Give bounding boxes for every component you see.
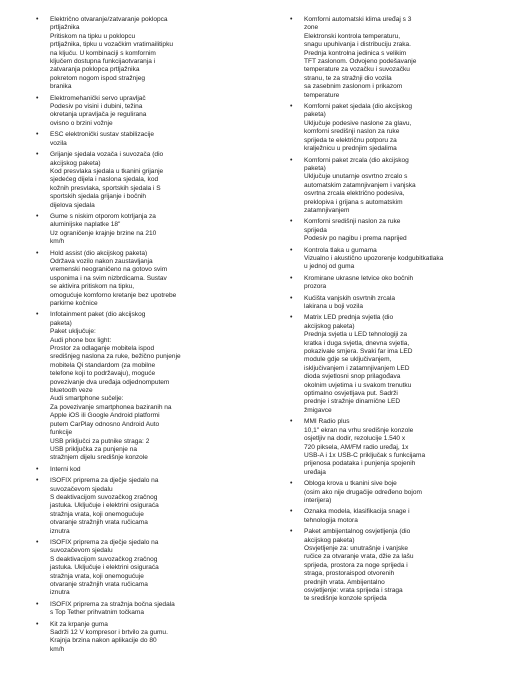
item-description-line: iznutra [50,527,70,535]
item-description-line: otvaranje stražnjih vrata ručicama [50,581,148,588]
bullet-icon: • [36,151,39,159]
item-description-line: kratka i duga svjetla, dnevna svjetla, [304,339,410,347]
item-title: Komforni automatski klima uređaj s 3 [304,16,412,23]
bullet-icon: • [290,294,293,302]
item-title: Kućišta vanjskih osvrtnih zrcala [304,294,395,302]
item-title: Infotainment paket (dio akcijskog [50,311,146,319]
item-title: Matrix LED prednja svjetla (dio [304,314,394,322]
item-description-line: tehnologija motora [304,516,358,524]
item-description-line: Audi smartphone sučelje: [50,395,124,403]
item-description-line: vremenski neograničeno na gotovo svim [50,266,168,274]
bullet-icon: • [290,480,293,488]
item-description-line: žmigavce [304,406,332,414]
item-description-line: prtljažnika, tipku u vozačkim vratimailitipku [50,41,173,49]
bullet-icon: • [290,508,293,516]
bullet-icon: • [36,249,39,257]
item-description-line: sprijeda te električnu potporu za [304,136,397,144]
list-item [290,103,490,153]
item-description-line: Elektronski kontrola temperaturu, [304,32,401,40]
list-item [36,95,236,129]
item-title: Interni kod [50,465,81,473]
item-description-line: zatamnjivanjem [304,206,350,214]
item-description-line: stranu, te za stražnji dio vozila [304,74,392,82]
item-description-line: funkcije [50,429,73,437]
list-item [290,157,490,216]
item-description-line: komforni središnji naslon za ruke [304,128,400,136]
item-title: Komforni paket zrcala (dio akcijskog [304,156,409,164]
item-description-line: snagu upuhivanja i distribuciju zraka. [304,41,411,49]
item-description-line: osvrtna zrcala električno podesiva, [304,190,405,198]
item-description-line: akcijskog paketa) [304,322,355,330]
bullet-icon: • [290,156,293,164]
item-description-line: temperature [304,91,340,99]
item-description-line: 720 piksela, AM/FM radio uređaj, 1x [304,443,409,451]
item-description-line: putem CarPlay odnosno Android Auto [50,420,160,428]
item-description-line: USB priključci za putnike straga: 2 [50,437,150,445]
item-description-line: bluetooth veze [50,387,93,395]
item-title: ISOFIX priprema za dječje sjedalo na [50,477,159,485]
item-description-line: Podesiv po visini i dubini, težina [50,103,143,111]
item-description-line: S deaktivacijom suvozačkog zračnog [50,493,158,501]
bullet-icon: • [36,465,39,473]
item-title: Komforni paket sjedala (dio akcijskog [304,103,413,111]
equipment-list-left [36,16,236,654]
item-description-line: S deaktivacijom suvozačkog zračnog [50,555,158,563]
item-title: MMI Radio plus [304,418,350,426]
item-description-line: u jednoj od guma [304,263,355,271]
item-description-line: sprijeda [304,226,327,234]
list-item [36,601,236,618]
item-description-line: interijera) [304,496,332,504]
item-description-line: Održava vozilo nakon zaustavljanja [50,257,153,265]
item-description-line: stražnjem dijelu središnje konzole [50,454,148,462]
item-description-line: prtljažnika [50,24,80,32]
item-description-line: kralježnicu u prednjim sjedalima [304,145,397,153]
item-description-line: 10,1" ekran na vrhu središnje konzole [304,426,414,434]
item-description-line: ključem dostupna funkcijaotvaranja i [50,58,156,66]
bullet-icon: • [290,274,293,282]
item-description-line: uređaja [304,468,326,476]
item-title: Grijanje sjedala vozača i suvozača (dio [50,151,164,159]
item-description-line: se aktivira pritiskom na tipku, [50,283,135,291]
item-title: ISOFIX priprema za dječje sjedalo na [50,538,159,546]
item-description-line: Prostor za odlaganje mobitela ispod [50,345,155,353]
item-title: Gume s niskim otporom kotrljanja za [50,212,156,220]
item-description-line: ručice za otvaranje vrata, džie za lašu [304,553,414,561]
bullet-icon: • [36,477,39,485]
item-description-line: sprijeda, prostora za noge sprijeda i [304,561,408,569]
bullet-icon: • [36,16,39,23]
item-description-line: TFT zaslonom. Odvojeno podešavanje [304,58,417,66]
item-description-line: Uključuje unutarnje osvrtno zrcalo s [304,173,408,181]
equipment-list-right [290,16,490,604]
item-description-line: isključivanjem i zatamnjivanjem LED [304,364,410,372]
item-description-line: zatvaranja poklopca prtljažnika [50,66,140,74]
list-item [36,213,236,247]
item-title: Elektromehanički servo upravljač [50,94,146,102]
list-item [290,480,490,505]
item-description-line: Audi phone box light: [50,336,112,344]
item-description-line: (osim ako nije drugačije određeno bojom [304,488,422,496]
item-description-line: stražnja vrata, koji onemogućuje [50,572,144,580]
item-description-line: Prednja svjetla u LED tehnologiji za [304,331,407,339]
item-description-line: na ključu. U kombinaciji s komfornim [50,49,156,57]
item-description-line: Sadrži 12 V kompresor i brtvilo za gumu. [50,629,168,637]
item-title: ISOFIX priprema za stražnja bočna sjedala [50,600,175,608]
list-item [290,528,490,604]
item-description-line: telefone koji to podržavaju), moguće [50,370,156,378]
item-description-line: temperature za vozačku i suvozačku [304,66,410,74]
item-description-line: Apple iOS ili Google Android platformi [50,412,160,420]
item-description-line: ovisno o brzini vožnje [50,119,113,127]
right-column [290,16,490,607]
item-description-line: mobitela Qi standardom (za mobilne [50,361,156,369]
bullet-icon: • [36,94,39,102]
item-description-line: prijenosa podataka i punjenja spojenih [304,460,416,468]
left-column [36,16,236,657]
item-description-line: Za povezivanje smartphonea baziranih na [50,403,172,411]
list-item [290,295,490,312]
item-description-line: Paket uključuje: [50,328,96,336]
list-item [290,16,490,100]
item-description-line: akcijskog paketa) [304,536,355,544]
list-item [36,477,236,536]
item-description-line: suvozačevom sjedalu [50,485,113,493]
item-description-line: sportskih sjedala grijanje i bočnih [50,193,147,201]
list-item [290,275,490,292]
list-item [36,311,236,462]
bullet-icon: • [290,218,293,226]
item-description-line: dioda svjetlosni snop prilagođava [304,373,401,381]
item-description-line: prozora [304,283,327,291]
item-description-line: sa zasebnim zaslonom i prikazom [304,83,403,91]
item-title: Kontrola tlaka u gumama [304,246,377,254]
item-description-line: module gdje se uključivanjem, [304,356,392,364]
list-item [290,314,490,415]
item-description-line: suvozačevom sjedalu [50,547,113,555]
bullet-icon: • [36,212,39,220]
item-description-line: osvjetljenje: vrata sprijeda i straga [304,587,403,594]
list-item [290,218,490,243]
item-description-line: paketa) [304,164,326,172]
item-description-line: automatskim zatamnjivanjem i vanjska [304,181,416,189]
item-description-line: Uključuje podesive naslone za glavu, [304,119,412,127]
item-description-line: km/h [50,645,65,653]
list-item [36,250,236,309]
item-description-line: Uz ograničenje krajnje brzine na 210 [50,229,157,237]
item-description-line: km/h [50,238,65,246]
item-description-line: iznutra [50,589,70,597]
bullet-icon: • [36,538,39,546]
list-item [290,508,490,525]
item-title: Kromirane ukrasne letvice oko bočnih [304,274,414,282]
bullet-icon: • [290,16,293,23]
bullet-icon: • [36,131,39,139]
item-description-line: sjedećeg dijela i naslona sjedala, kod [50,176,159,184]
item-description-line: omogućuje komforno kretanje bez upotrebe [50,291,177,299]
list-item [36,151,236,210]
bullet-icon: • [290,528,293,536]
item-description-line: Vizualno i akustično upozorenje kodgubitkatlaka [304,254,444,262]
item-description-line: usponima i na svim nizbrdicama. Sustav [50,274,167,282]
item-description-line: USB priključka za punjenje na [50,445,137,453]
item-description-line: lakirana u boji vozila [304,303,363,310]
item-description-line: stražnja vrata, koji onemogućuje [50,510,144,518]
item-description-line: USB-A i 1x USB-C priključak s funkcijama [304,451,426,459]
item-description-line: vozila [50,139,67,147]
item-title: Obloga krova u tkanini sive boje [304,480,397,488]
item-description-line: te središnje konzole sprijeda [304,595,387,603]
item-description-line: parkirne kočnice [50,300,98,307]
list-item [36,16,236,92]
item-description-line: povezivanje dva uređaja odjednomputem [50,378,170,386]
item-description-line: Podesiv po nagibu i prema naprijed [304,235,407,243]
item-title: Hold assist (dio akcijskog paketa) [50,249,148,257]
item-description-line: prednje i stražnje dinamične LED [304,398,401,406]
item-description-line: optimalno osvjetljava put. Sadrži [304,390,398,398]
item-description-line: akcijskog paketa) [50,159,101,167]
item-description-line: paketa) [50,319,72,327]
bullet-icon: • [290,418,293,426]
item-description-line: pokretom nogom ispod stražnjeg [50,74,145,82]
item-description-line: kožnih presvlaka, sportskih sjedala i S [50,184,161,192]
item-description-line: jastuka. Uključuje i elektrini osiguraća [50,502,159,510]
item-description-line: paketa) [304,111,326,119]
item-description-line: straga, prostoraispod otvorenih [304,570,395,578]
item-description-line: Krajnja brzina nakon aplikacije do 80 [50,637,157,645]
item-title: ESC elektronički sustav stabilizacije [50,131,155,139]
item-title: Električno otvaranje/zatvaranje poklopca [50,16,168,23]
item-title: Kit za krpanje guma [50,620,108,628]
item-description-line: okolnim uvjetima i u svakom trenutku [304,381,412,389]
item-description-line: s Top Tether prihvatnim točkama [50,609,145,617]
item-description-line: središnjeg naslona za ruke, bežično punjenje [50,353,181,361]
list-item [290,247,490,272]
bullet-icon: • [290,103,293,111]
bullet-icon: • [36,620,39,628]
item-description-line: dijelova sjedala [50,201,95,209]
list-item [36,466,236,474]
item-description-line: jastuka. Uključuje i elektrini osiguraća [50,564,159,572]
item-description-line: Pritiskom na tipku u poklopcu [50,32,136,40]
list-item [36,131,236,148]
item-description-line: prednjih vrata. Ambijentalno [304,578,385,586]
item-description-line: aluminijske naplatke 18" [50,221,121,229]
item-title: Paket ambijentalnog osvjetljenja (dio [304,528,411,536]
item-description-line: okretanja upravljača je regulirana [50,111,147,119]
item-title: Komforni središnji naslon za ruke [304,218,401,226]
bullet-icon: • [36,600,39,608]
item-description-line: otvaranje stražnjih vrata ručicama [50,519,148,527]
item-description-line: pokazivale smjera. Svaki far ima LED [304,348,413,356]
item-description-line: Osvjetljenje za: unutrašnje i vanjske [304,544,409,552]
bullet-icon: • [290,314,293,322]
item-description-line: osjetljiv na dodir, rezolucije 1.540 x [304,435,406,443]
item-description-line: zone [304,24,319,32]
bullet-icon: • [290,246,293,254]
list-item [36,539,236,598]
item-description-line: branika [50,83,72,91]
list-item [290,418,490,477]
item-description-line: Prednja kontrolna jedinica s velikim [304,49,407,57]
list-item [36,621,236,655]
item-description-line: Kod presvlaka sjedala u tkanini grijanje [50,167,164,175]
bullet-icon: • [36,311,39,319]
item-description-line: preklopiva i grijana s automatskim [304,198,403,206]
item-title: Oznaka modela, klasifikacija snage i [304,508,410,516]
